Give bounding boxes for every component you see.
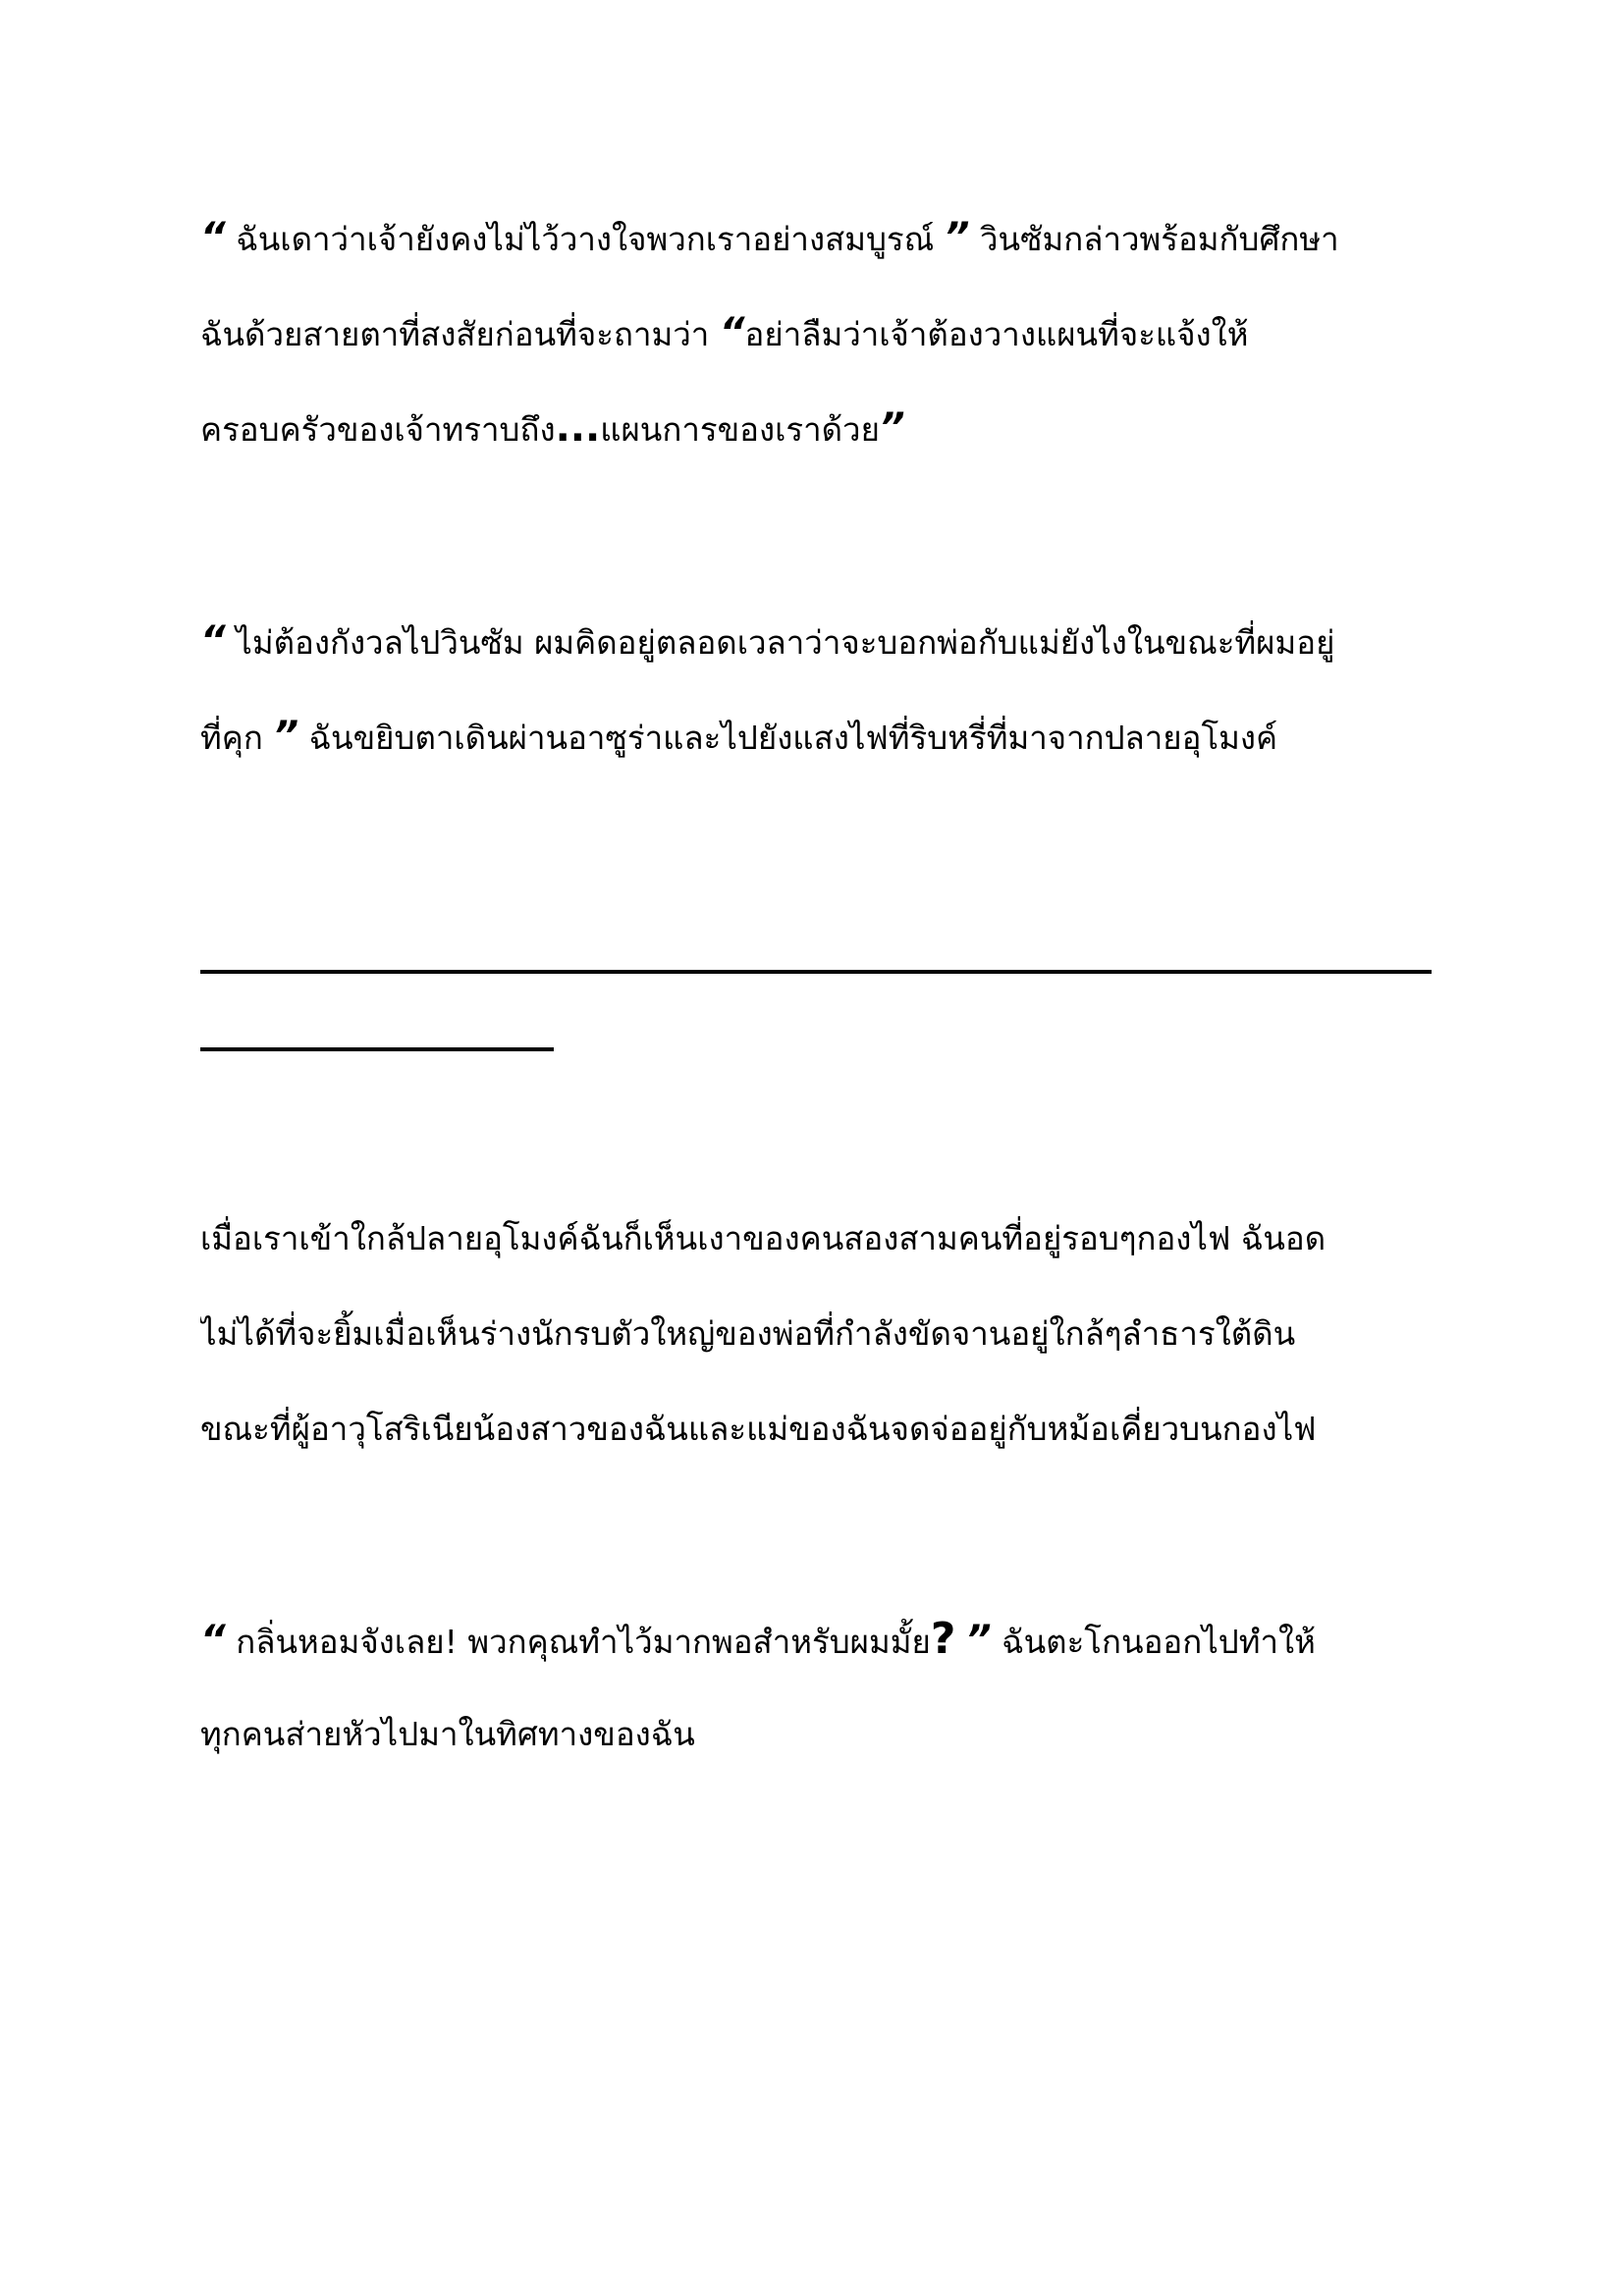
line-text: วินซัมกล่าวพร้อมกับศึกษา <box>969 220 1339 258</box>
open-quote: “ <box>200 215 226 260</box>
close-quote: ” <box>965 1618 992 1663</box>
line-text: ครอบครัวของเจ้าทราบถึง <box>200 410 556 449</box>
line-text: ที่คุก <box>200 719 274 757</box>
paragraph-line <box>200 190 1437 286</box>
horizontal-rule-short <box>200 1047 554 1051</box>
paragraph-line <box>200 689 1437 784</box>
line-text: ฉันด้วยสายตาที่สงสัยก่อนที่จะถามว่า <box>200 315 720 353</box>
paragraph-line <box>200 594 1437 689</box>
line-text: เมื่อเราเข้าใกล้ปลายอุโมงค์ฉันก็เห็นเงาของคนสองสามคนที่อยู่รอบๆกองไฟ ฉันอด <box>200 1219 1326 1257</box>
paragraph-line <box>200 1286 1437 1381</box>
paragraph-line <box>200 1381 1437 1476</box>
line-text: ฉันขยิบตาเดินผ่านอาซูร่าและไปยังแสงไฟที่ริบหรี่ที่มาจากปลายอุโมงค์ <box>298 719 1278 757</box>
line-text: ไม่ต้องกังวลไปวินซัม ผมคิดอยู่ตลอดเวลาว่าจะบอกพ่อกับแม่ยังไงในขณะที่ผมอยู่ <box>225 623 1335 662</box>
paragraph-line <box>200 1686 1437 1782</box>
close-quote: ” <box>944 215 970 260</box>
line-text: ไม่ได้ที่จะยิ้มเมื่อเห็นร่างนักรบตัวใหญ่ของพ่อที่กำลังขัดจานอยู่ใกล้ๆลำธารใต้ดิน <box>200 1314 1296 1353</box>
paragraph-line <box>200 1191 1437 1286</box>
open-quote: “ <box>719 310 745 355</box>
paragraph-1 <box>200 190 1437 476</box>
paragraph-line <box>200 286 1437 381</box>
line-text: อย่าลืมว่าเจ้าต้องวางแผนที่จะแจ้งให้ <box>744 315 1249 353</box>
paragraph-4 <box>200 1591 1437 1782</box>
line-text: แผนการของเราด้วย <box>600 410 880 449</box>
paragraph-line <box>200 381 1437 476</box>
line-text: ขณะที่ผู้อาวุโสริเนียน้องสาวของฉันและแม่ของฉันจดจ่ออยู่กับหม้อเคี่ยวบนกองไฟ <box>200 1410 1317 1448</box>
line-text <box>955 1623 966 1661</box>
ellipsis: ... <box>555 405 601 451</box>
line-text: ทุกคนส่ายหัวไปมาในทิศทางของฉัน <box>200 1715 695 1753</box>
paragraph-2 <box>200 594 1437 784</box>
close-quote: ” <box>879 405 905 451</box>
line-text: ฉันตะโกนออกไปทำให้ <box>991 1623 1316 1661</box>
line-text: กลิ่นหอมจังเลย! พวกคุณทำไว้มากพอสำหรับผมมั้ย <box>225 1623 931 1661</box>
paragraph-line <box>200 1591 1437 1686</box>
open-quote: “ <box>200 1618 226 1663</box>
open-quote: “ <box>200 618 226 664</box>
question-mark: ? <box>930 1614 956 1664</box>
paragraph-3 <box>200 1191 1437 1476</box>
close-quote: ” <box>273 714 299 759</box>
horizontal-rule <box>200 970 1432 974</box>
line-text: ฉันเดาว่าเจ้ายังคงไม่ไว้วางใจพวกเราอย่างสมบูรณ์ <box>225 220 945 258</box>
